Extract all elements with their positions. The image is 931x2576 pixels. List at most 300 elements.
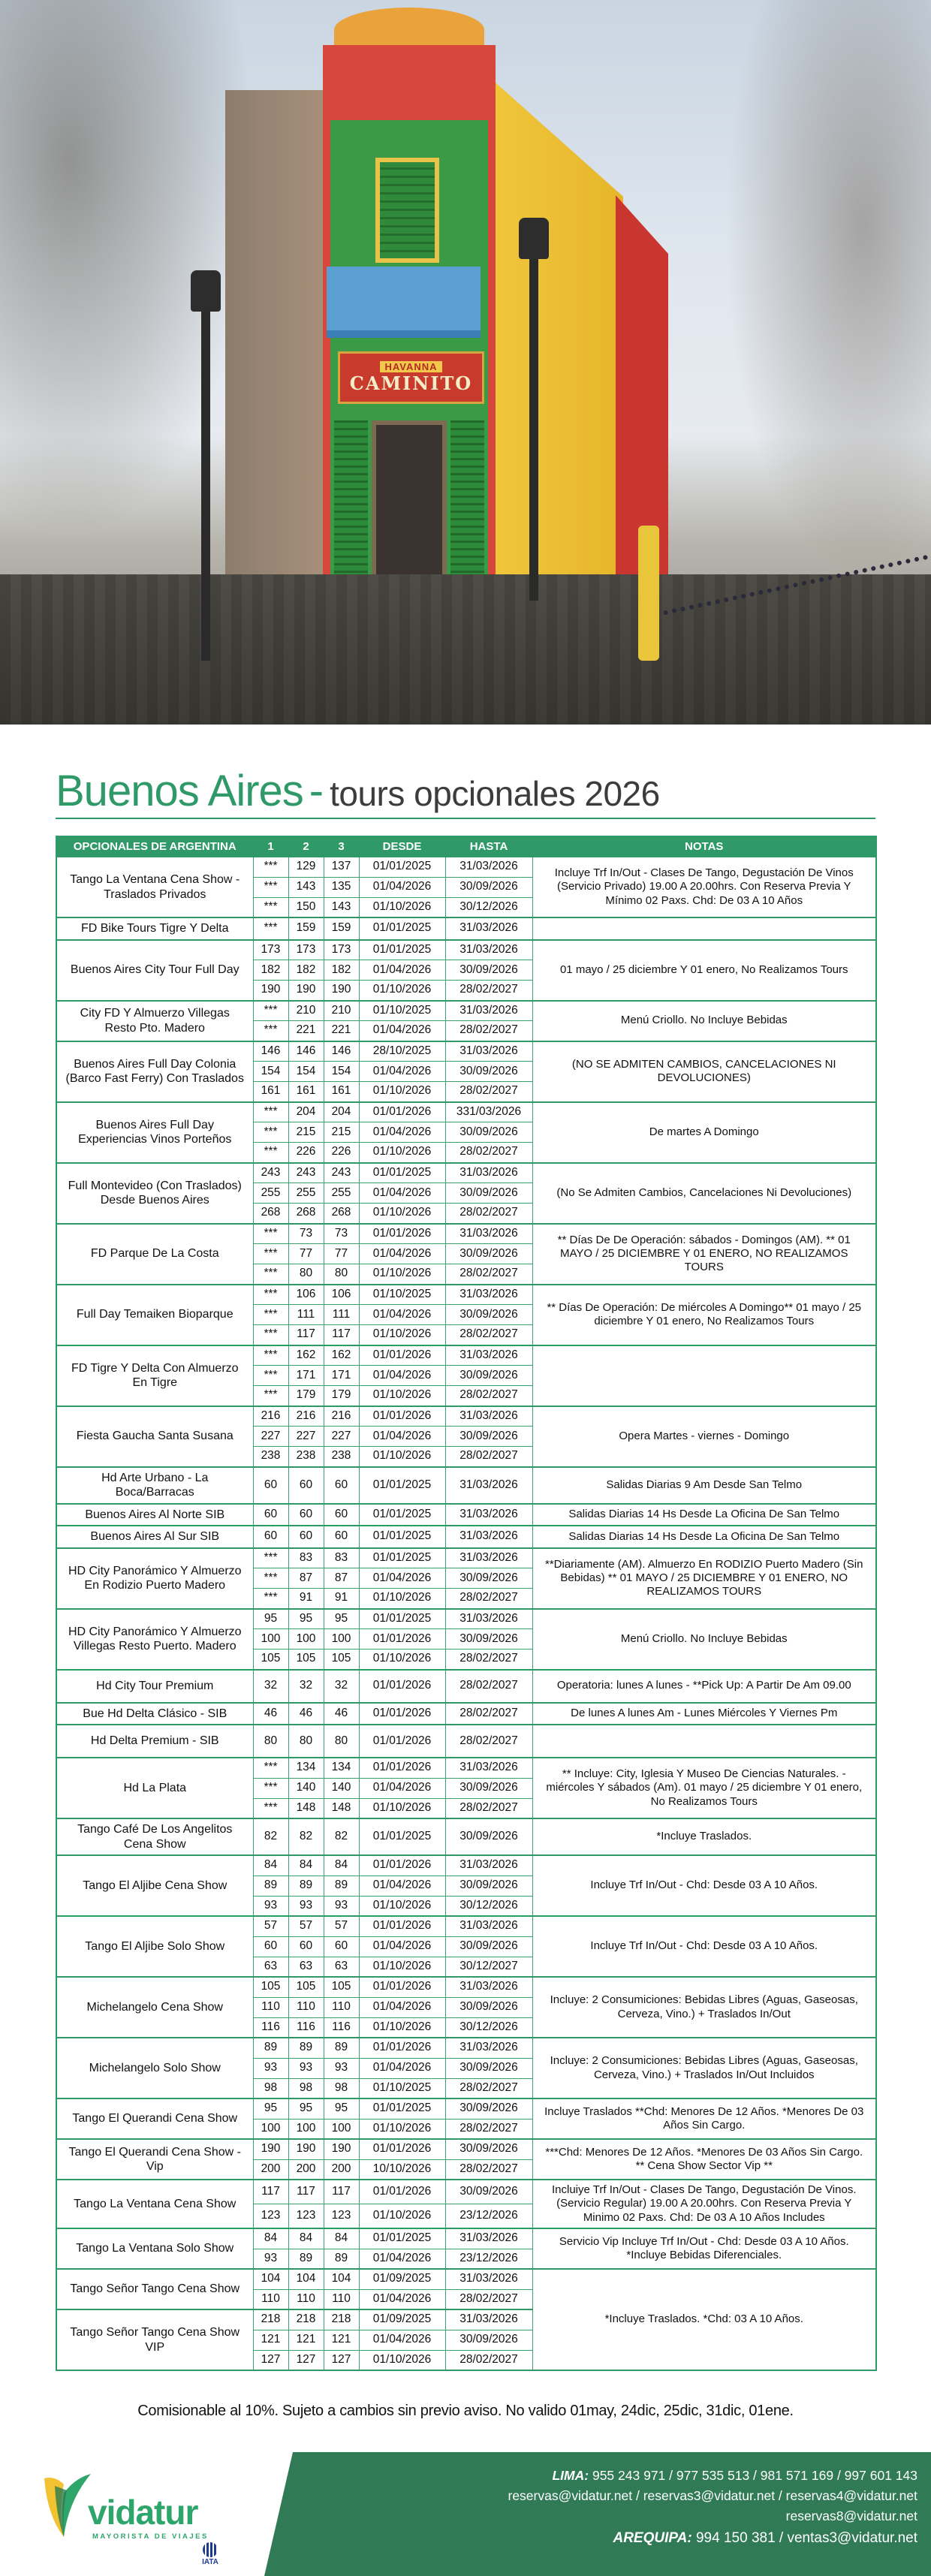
price-3: 200 [324,2159,359,2180]
price-3: 127 [324,2350,359,2370]
price-1: *** [253,897,288,917]
date-hasta: 30/09/2026 [445,2098,532,2119]
date-desde: 01/04/2026 [359,2249,445,2269]
tour-name: Tango El Aljibe Cena Show [56,1855,253,1916]
date-hasta: 30/09/2026 [445,1997,532,2017]
date-hasta: 30/12/2027 [445,1957,532,1977]
tour-name: HD City Panorámico Y Almuerzo Villegas Resto Puerto. Madero [56,1609,253,1670]
tour-name: Michelangelo Solo Show [56,2038,253,2098]
price-1: *** [253,1102,288,1122]
price-2: 221 [288,1021,324,1041]
tour-note: *Incluye Traslados. *Chd: 03 A 10 Años. [532,2269,876,2370]
date-hasta: 28/02/2027 [445,1725,532,1758]
price-1: 93 [253,1896,288,1916]
date-desde: 01/10/2026 [359,2350,445,2370]
price-3: 121 [324,2330,359,2350]
price-3: 87 [324,1568,359,1589]
price-1: 243 [253,1163,288,1183]
date-hasta: 28/02/2027 [445,1447,532,1467]
price-1: 100 [253,1629,288,1650]
price-2: 110 [288,2289,324,2309]
date-hasta: 31/03/2026 [445,1467,532,1504]
price-2: 104 [288,2269,324,2289]
commission-footnote: Comisionable al 10%. Sujeto a cambios sin previo aviso. No valido 01may, 24dic, 25dic, 31dic, 01ene. [137,2403,794,2420]
date-hasta: 30/09/2026 [445,1062,532,1082]
price-1: 161 [253,1082,288,1102]
date-desde: 01/10/2025 [359,2078,445,2098]
price-2: 89 [288,1876,324,1896]
price-2: 154 [288,1062,324,1082]
date-desde: 01/01/2025 [359,1504,445,1526]
date-desde: 01/04/2026 [359,877,445,897]
date-desde: 01/10/2026 [359,897,445,917]
date-hasta: 31/03/2026 [445,1855,532,1876]
price-3: 179 [324,1386,359,1406]
price-2: 83 [288,1548,324,1568]
price-1: *** [253,1021,288,1041]
date-desde: 01/04/2026 [359,1427,445,1447]
price-2: 87 [288,1568,324,1589]
price-1: 95 [253,1609,288,1629]
tour-name: Tango Café De Los Angelitos Cena Show [56,1818,253,1855]
iata-label: IATA [202,2558,218,2567]
blue-balcony [327,267,481,338]
date-desde: 01/01/2026 [359,1977,445,1997]
price-2: 143 [288,877,324,897]
tour-note: 01 mayo / 25 diciembre Y 01 enero, No Realizamos Tours [532,940,876,1001]
price-2: 134 [288,1758,324,1778]
table-header-row [56,836,876,857]
price-2: 84 [288,2228,324,2249]
price-3: 105 [324,1977,359,1997]
date-desde: 01/04/2026 [359,960,445,981]
table-row [56,1609,876,1629]
date-hasta: 30/09/2026 [445,1427,532,1447]
price-1: *** [253,1305,288,1325]
tour-name: Fiesta Gaucha Santa Susana [56,1406,253,1467]
header-hasta: HASTA [445,836,532,857]
date-desde: 01/01/2026 [359,1224,445,1244]
cobblestone-street [0,574,931,725]
date-desde: 01/10/2026 [359,1798,445,1818]
date-desde: 01/01/2026 [359,1102,445,1122]
date-hasta: 28/02/2027 [445,2159,532,2180]
table-row [56,917,876,940]
price-1: 63 [253,1957,288,1977]
price-3: 117 [324,2180,359,2204]
price-1: 173 [253,940,288,960]
price-2: 238 [288,1447,324,1467]
table-row [56,2228,876,2249]
arequipa-details[interactable]: 994 150 381 / ventas3@vidatur.net [695,2530,917,2547]
logo-brand-text: vidatur [88,2493,198,2532]
date-hasta: 28/02/2027 [445,1703,532,1725]
price-3: 89 [324,1876,359,1896]
table-row [56,1703,876,1725]
price-2: 32 [288,1670,324,1703]
tree-right [728,0,931,571]
date-hasta: 30/09/2026 [445,877,532,897]
price-1: *** [253,1001,288,1021]
price-1: 98 [253,2078,288,2098]
price-3: 218 [324,2309,359,2330]
price-1: 32 [253,1670,288,1703]
table-row [56,1163,876,1183]
date-desde: 01/01/2026 [359,1703,445,1725]
price-3: 46 [324,1703,359,1725]
date-hasta: 31/03/2026 [445,1285,532,1305]
table-row [56,1224,876,1244]
date-hasta: 30/09/2026 [445,1366,532,1386]
table-row [56,2180,876,2204]
table-row [56,2098,876,2119]
date-desde: 01/10/2026 [359,1325,445,1345]
header-price-3: 3 [324,836,359,857]
tour-note: ** Incluye: City, Iglesia Y Museo De Ciencias Naturales. - miércoles Y sábados (Am). 01 mayo / 25 diciembre Y 01 enero, No Realizamos Tours [532,1758,876,1818]
building-door [372,420,447,586]
price-1: 80 [253,1725,288,1758]
green-shutter-window [375,158,439,263]
price-1: *** [253,1798,288,1818]
price-1: 82 [253,1818,288,1855]
tour-note [532,917,876,940]
tour-name: Hd Delta Premium - SIB [56,1725,253,1758]
price-2: 91 [288,1589,324,1609]
price-2: 60 [288,1936,324,1957]
vidatur-v-icon [41,2471,94,2538]
date-desde: 10/10/2026 [359,2159,445,2180]
price-3: 173 [324,940,359,960]
date-hasta: 28/02/2027 [445,1589,532,1609]
date-desde: 01/10/2025 [359,1285,445,1305]
price-3: 84 [324,2228,359,2249]
price-1: *** [253,1568,288,1589]
date-hasta: 30/09/2026 [445,2330,532,2350]
door-shutter-right [450,420,484,586]
date-hasta: 30/09/2026 [445,1122,532,1143]
date-desde: 01/01/2026 [359,1629,445,1650]
date-hasta: 28/02/2027 [445,1670,532,1703]
table-row [56,1467,876,1504]
date-hasta: 31/03/2026 [445,1224,532,1244]
price-2: 106 [288,1285,324,1305]
tour-name: Tango El Querandi Cena Show - Vip [56,2139,253,2180]
tour-name: FD Parque De La Costa [56,1224,253,1285]
date-hasta: 31/03/2026 [445,1916,532,1936]
date-hasta: 23/12/2026 [445,2204,532,2228]
date-desde: 01/10/2026 [359,1589,445,1609]
price-2: 216 [288,1406,324,1427]
price-1: 84 [253,1855,288,1876]
price-3: 140 [324,1778,359,1798]
price-1: *** [253,1285,288,1305]
date-desde: 01/01/2025 [359,1163,445,1183]
date-hasta: 31/03/2026 [445,1526,532,1548]
street-lamp-left [201,300,210,661]
tour-name: Hd City Tour Premium [56,1670,253,1703]
price-2: 218 [288,2309,324,2330]
price-1: *** [253,1224,288,1244]
door-shutter-left [334,420,368,586]
price-2: 100 [288,2119,324,2139]
price-3: 80 [324,1264,359,1285]
building-left [225,90,330,601]
price-2: 95 [288,1609,324,1629]
price-2: 121 [288,2330,324,2350]
price-3: 238 [324,1447,359,1467]
price-2: 80 [288,1264,324,1285]
price-3: 159 [324,917,359,940]
price-3: 227 [324,1427,359,1447]
date-desde: 01/10/2026 [359,1143,445,1163]
price-3: 60 [324,1526,359,1548]
date-desde: 01/10/2025 [359,1001,445,1021]
price-3: 243 [324,1163,359,1183]
header-notas: NOTAS [532,836,876,857]
tour-name: Tango Señor Tango Cena Show [56,2269,253,2309]
tour-name: Tango La Ventana Cena Show - Traslados Privados [56,857,253,917]
date-desde: 01/04/2026 [359,1778,445,1798]
price-3: 111 [324,1305,359,1325]
street-lamp-right [529,240,538,601]
price-3: 148 [324,1798,359,1818]
date-hasta: 31/03/2026 [445,1758,532,1778]
date-desde: 01/10/2026 [359,1264,445,1285]
tour-note: Incluye: 2 Consumiciones: Bebidas Libres (Aguas, Gaseosas, Cerveza, Vino.) + Traslados In/Out Incluidos [532,2038,876,2098]
price-2: 57 [288,1916,324,1936]
date-desde: 01/01/2025 [359,1609,445,1629]
price-2: 159 [288,917,324,940]
price-1: 95 [253,2098,288,2119]
price-1: 190 [253,981,288,1001]
date-desde: 01/01/2025 [359,1818,445,1855]
price-1: 110 [253,2289,288,2309]
price-2: 73 [288,1224,324,1244]
date-hasta: 28/02/2027 [445,1798,532,1818]
price-3: 100 [324,1629,359,1650]
table-row [56,1406,876,1427]
price-2: 98 [288,2078,324,2098]
hero-photo [0,0,931,725]
price-3: 134 [324,1758,359,1778]
date-desde: 01/04/2026 [359,1062,445,1082]
price-2: 77 [288,1244,324,1264]
date-hasta: 30/09/2026 [445,2139,532,2159]
price-3: 104 [324,2269,359,2289]
price-2: 46 [288,1703,324,1725]
tour-note: Incluye Trf In/Out - Chd: Desde 03 A 10 Años. [532,1855,876,1916]
price-1: 60 [253,1936,288,1957]
price-2: 117 [288,2180,324,2204]
date-desde: 01/04/2026 [359,1876,445,1896]
price-3: 204 [324,1102,359,1122]
date-hasta: 331/03/2026 [445,1102,532,1122]
price-2: 162 [288,1345,324,1366]
price-1: *** [253,1366,288,1386]
date-hasta: 28/02/2027 [445,1264,532,1285]
table-row [56,1526,876,1548]
lima-phones[interactable]: 955 243 971 / 977 535 513 / 981 571 169 / 997 601 143 [592,2468,917,2484]
price-3: 77 [324,1244,359,1264]
tour-name: Full Montevideo (Con Traslados) Desde Buenos Aires [56,1163,253,1224]
tour-name: Full Day Temaiken Bioparque [56,1285,253,1345]
tour-note: Incluye Traslados **Chd: Menores De 12 Años. *Menores De 03 Años Sin Cargo. [532,2098,876,2139]
price-1: *** [253,1325,288,1345]
tour-note: Incluiye Trf In/Out - Clases De Tango, Degustación De Vinos. (Servicio Regular) 19.00 A 20.00hrs. Con Reserva Previa Y Minimo 02 Paxs. Chd: De 03 A 10 Años Includes [532,2180,876,2228]
tour-name: Buenos Aires Al Sur SIB [56,1526,253,1548]
emails-line-1[interactable]: reservas@vidatur.net / reservas3@vidatur.net / reservas4@vidatur.net [508,2488,917,2504]
lima-label: LIMA: [552,2468,589,2484]
date-hasta: 31/03/2026 [445,1345,532,1366]
header-tour: OPCIONALES DE ARGENTINA [56,836,253,857]
price-1: 100 [253,2119,288,2139]
price-2: 123 [288,2204,324,2228]
price-1: 60 [253,1504,288,1526]
price-1: *** [253,1548,288,1568]
price-1: 60 [253,1526,288,1548]
tour-name: City FD Y Almuerzo Villegas Resto Pto. Madero [56,1001,253,1041]
header-desde: DESDE [359,836,445,857]
price-1: *** [253,857,288,877]
price-1: 116 [253,2017,288,2038]
date-hasta: 31/03/2026 [445,1163,532,1183]
date-hasta: 31/03/2026 [445,1548,532,1568]
price-3: 210 [324,1001,359,1021]
table-row [56,1504,876,1526]
date-desde: 01/04/2026 [359,1936,445,1957]
price-3: 161 [324,1082,359,1102]
date-desde: 01/01/2025 [359,1526,445,1548]
price-2: 243 [288,1163,324,1183]
price-1: 93 [253,2058,288,2078]
price-1: *** [253,1589,288,1609]
price-1: 218 [253,2309,288,2330]
price-2: 182 [288,960,324,981]
date-hasta: 31/03/2026 [445,1001,532,1021]
price-3: 182 [324,960,359,981]
price-1: 89 [253,1876,288,1896]
building-yellow-side [496,83,623,601]
price-3: 154 [324,1062,359,1082]
date-desde: 01/10/2026 [359,1386,445,1406]
price-1: 216 [253,1406,288,1427]
tour-name: FD Bike Tours Tigre Y Delta [56,917,253,940]
price-1: 190 [253,2139,288,2159]
emails-line-2[interactable]: reservas8@vidatur.net [785,2508,917,2524]
date-hasta: 28/02/2027 [445,1325,532,1345]
table-row [56,1670,876,1703]
price-3: 137 [324,857,359,877]
date-hasta: 31/03/2026 [445,1609,532,1629]
date-desde: 01/01/2026 [359,1758,445,1778]
price-3: 268 [324,1204,359,1224]
tour-note: De martes A Domingo [532,1102,876,1163]
logo-tagline: MAYORISTA DE VIAJES [92,2532,209,2541]
date-desde: 01/04/2026 [359,2058,445,2078]
tour-note: Opera Martes - viernes - Domingo [532,1406,876,1467]
tour-name: Buenos Aires Full Day Colonia (Barco Fast Ferry) Con Traslados [56,1041,253,1102]
price-1: *** [253,877,288,897]
tour-name: Tango La Ventana Cena Show [56,2180,253,2228]
tour-name: Tango La Ventana Solo Show [56,2228,253,2269]
table-row [56,1548,876,1568]
price-3: 57 [324,1916,359,1936]
price-1: *** [253,1345,288,1366]
date-desde: 01/01/2025 [359,857,445,877]
date-hasta: 28/02/2027 [445,1021,532,1041]
date-hasta: 31/03/2026 [445,2228,532,2249]
tour-name: Tango El Aljibe Solo Show [56,1916,253,1977]
price-1: 146 [253,1041,288,1062]
iata-logo [191,2542,229,2566]
price-1: 255 [253,1183,288,1204]
date-desde: 01/01/2026 [359,1406,445,1427]
date-desde: 01/10/2026 [359,2119,445,2139]
yellow-bollard [638,526,659,661]
price-3: 95 [324,2098,359,2119]
price-1: *** [253,1143,288,1163]
date-hasta: 28/02/2027 [445,1143,532,1163]
price-2: 148 [288,1798,324,1818]
date-desde: 01/04/2026 [359,1997,445,2017]
price-2: 204 [288,1102,324,1122]
tour-note: Servicio Vip Incluye Trf In/Out - Chd: Desde 03 A 10 Años. *Incluye Bebidas Diferenciales. [532,2228,876,2269]
date-desde: 01/04/2026 [359,2289,445,2309]
table-row [56,1855,876,1876]
price-3: 82 [324,1818,359,1855]
date-desde: 01/04/2026 [359,1305,445,1325]
table-row [56,2038,876,2058]
date-hasta: 30/09/2026 [445,1818,532,1855]
price-3: 73 [324,1224,359,1244]
date-desde: 01/01/2025 [359,2098,445,2119]
price-1: 123 [253,2204,288,2228]
price-3: 171 [324,1366,359,1386]
price-3: 135 [324,877,359,897]
price-3: 216 [324,1406,359,1427]
vidatur-logo [41,2471,252,2576]
price-3: 32 [324,1670,359,1703]
price-1: *** [253,1264,288,1285]
date-desde: 01/10/2026 [359,1896,445,1916]
date-desde: 01/10/2026 [359,1082,445,1102]
price-2: 93 [288,2058,324,2078]
date-desde: 01/01/2025 [359,917,445,940]
price-2: 127 [288,2350,324,2370]
date-desde: 01/10/2026 [359,2017,445,2038]
date-hasta: 28/02/2027 [445,2350,532,2370]
price-2: 60 [288,1467,324,1504]
price-3: 190 [324,2139,359,2159]
date-desde: 01/04/2026 [359,1122,445,1143]
table-row [56,1345,876,1366]
date-hasta: 30/09/2026 [445,1629,532,1650]
price-2: 173 [288,940,324,960]
price-3: 63 [324,1957,359,1977]
tour-note: Salidas Diarias 14 Hs Desde La Oficina De San Telmo [532,1526,876,1548]
date-desde: 01/01/2026 [359,1345,445,1366]
date-desde: 01/01/2026 [359,2139,445,2159]
price-1: 268 [253,1204,288,1224]
price-2: 84 [288,1855,324,1876]
price-3: 80 [324,1725,359,1758]
date-hasta: 30/09/2026 [445,1876,532,1896]
price-1: *** [253,1778,288,1798]
page-title [56,767,875,819]
price-2: 227 [288,1427,324,1447]
date-hasta: 30/12/2026 [445,897,532,917]
table-row [56,1285,876,1305]
